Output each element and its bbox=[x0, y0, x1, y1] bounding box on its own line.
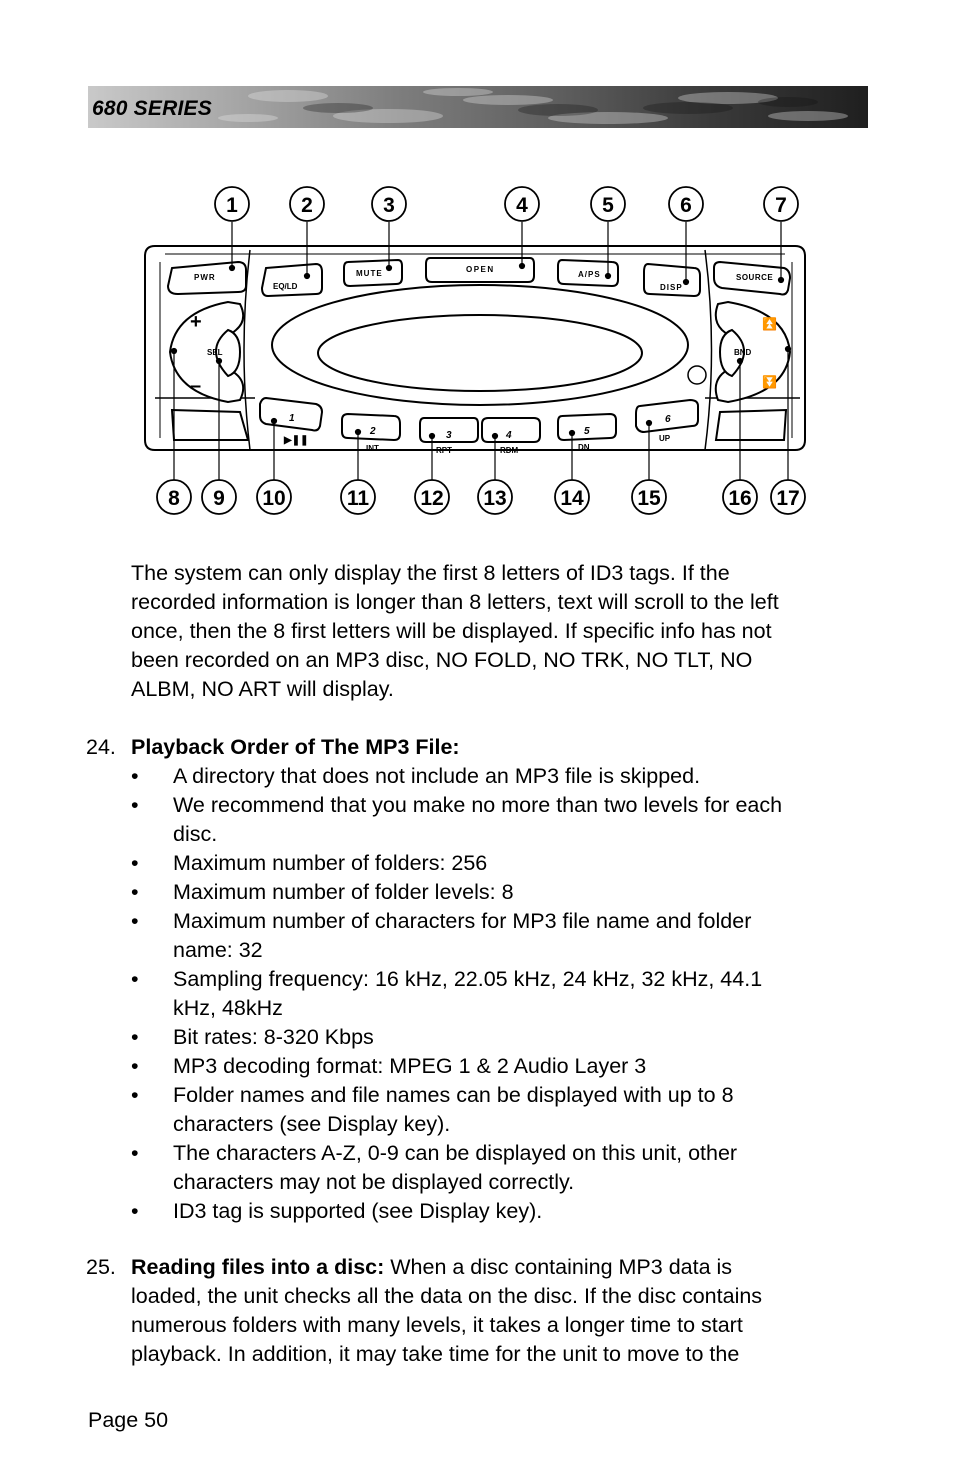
callout-12 bbox=[415, 480, 449, 514]
bullet-line: Maximum number of folders: 256 bbox=[173, 851, 488, 875]
bullet-item bbox=[131, 1023, 866, 1052]
source-button-label: SOURCE bbox=[736, 273, 774, 282]
rdm-label: RDM bbox=[500, 446, 519, 455]
bullet-line: kHz, 48kHz bbox=[173, 996, 283, 1020]
bullet-item bbox=[131, 965, 866, 1023]
svg-text:8: 8 bbox=[168, 487, 180, 510]
callout-6 bbox=[669, 187, 703, 221]
bullet-dot: • bbox=[131, 880, 139, 904]
preset-6-button[interactable] bbox=[636, 400, 698, 443]
bullet-dot: • bbox=[131, 1141, 139, 1165]
svg-text:16: 16 bbox=[728, 487, 752, 510]
seek-down-icon: ⏬ bbox=[762, 375, 777, 389]
bullet-line: MP3 decoding format: MPEG 1 & 2 Audio Layer 3 bbox=[173, 1054, 647, 1078]
callout-14 bbox=[555, 480, 589, 514]
bullet-item bbox=[131, 762, 866, 791]
svg-text:10: 10 bbox=[262, 487, 286, 510]
seek-up-icon: ⏫ bbox=[762, 317, 777, 331]
up-label: UP bbox=[659, 434, 671, 443]
callout-7 bbox=[764, 187, 798, 221]
item-25-line: loaded, the unit checks all the data on the disc. If the disc contains bbox=[131, 1284, 763, 1308]
bullet-line: name: 32 bbox=[173, 938, 263, 962]
sel-button-label: SEL bbox=[207, 348, 223, 357]
volume-plus-label: + bbox=[190, 311, 202, 333]
callout-8 bbox=[157, 480, 191, 514]
int-label: INT bbox=[366, 444, 379, 453]
intro-line: The system can only display the first 8 letters of ID3 tags. If the bbox=[131, 561, 730, 585]
svg-text:6: 6 bbox=[680, 194, 692, 217]
svg-text:3: 3 bbox=[383, 194, 395, 217]
callout-4 bbox=[505, 187, 539, 221]
bullet-item bbox=[131, 1081, 866, 1139]
item-25-body bbox=[131, 1282, 866, 1369]
bullet-dot: • bbox=[131, 1054, 139, 1078]
bullet-line: A directory that does not include an MP3 file is skipped. bbox=[173, 764, 701, 788]
item-25-number: 25. bbox=[86, 1255, 116, 1279]
item-25-line: numerous folders with many levels, it takes a longer time to start bbox=[131, 1313, 743, 1337]
item-24-bullet-list bbox=[131, 762, 866, 1226]
open-button-label: OPEN bbox=[466, 265, 495, 274]
bnd-button-label: BND bbox=[734, 348, 752, 357]
preset-5-label: 5 bbox=[584, 426, 590, 437]
bullet-line: ID3 tag is supported (see Display key). bbox=[173, 1199, 543, 1223]
bullet-line: characters (see Display key). bbox=[173, 1112, 451, 1136]
callout-5 bbox=[591, 187, 625, 221]
bullet-dot: • bbox=[131, 851, 139, 875]
item-25-first-line: When a disc containing MP3 data is bbox=[384, 1255, 733, 1279]
bullet-line: Folder names and file names can be displayed with up to 8 bbox=[173, 1083, 734, 1107]
svg-text:7: 7 bbox=[775, 194, 787, 217]
svg-text:13: 13 bbox=[483, 487, 507, 510]
callout-3 bbox=[372, 187, 406, 221]
item-24-number: 24. bbox=[86, 735, 116, 759]
bullet-dot: • bbox=[131, 793, 139, 817]
bullet-dot: • bbox=[131, 1083, 139, 1107]
intro-line: been recorded on an MP3 disc, NO FOLD, NO TRK, NO TLT, NO bbox=[131, 648, 753, 672]
svg-text:2: 2 bbox=[301, 194, 313, 217]
preset-5-button[interactable] bbox=[558, 414, 616, 452]
preset-2-label: 2 bbox=[370, 426, 376, 437]
series-title: 680 SERIES bbox=[92, 97, 212, 120]
bullet-dot: • bbox=[131, 967, 139, 991]
bullet-item bbox=[131, 1197, 866, 1226]
preset-6-label: 6 bbox=[665, 414, 671, 425]
bullet-dot: • bbox=[131, 1025, 139, 1049]
callout-13 bbox=[478, 480, 512, 514]
bullet-dot: • bbox=[131, 764, 139, 788]
eq-ld-button-label: EQ/LD bbox=[273, 282, 298, 291]
bullet-item bbox=[131, 1052, 866, 1081]
bullet-line: characters may not be displayed correctly. bbox=[173, 1170, 575, 1194]
mute-button[interactable] bbox=[344, 260, 402, 286]
svg-text:12: 12 bbox=[420, 487, 444, 510]
dn-label: DN bbox=[578, 443, 590, 452]
page-number: Page 50 bbox=[88, 1408, 169, 1432]
bullet-line: Bit rates: 8-320 Kbps bbox=[173, 1025, 374, 1049]
svg-text:14: 14 bbox=[560, 487, 584, 510]
aps-button-label: A/PS bbox=[578, 270, 601, 279]
eq-ld-button[interactable] bbox=[262, 264, 322, 296]
open-button[interactable] bbox=[426, 258, 534, 282]
right-slot bbox=[716, 410, 786, 440]
callout-10 bbox=[257, 480, 291, 514]
callout-16 bbox=[723, 480, 757, 514]
preset-3-label: 3 bbox=[446, 430, 452, 441]
mute-button-label: MUTE bbox=[356, 269, 383, 278]
intro-line: ALBM, NO ART will display. bbox=[131, 677, 394, 701]
play-pause-icon: ▶❚❚ bbox=[284, 435, 309, 446]
svg-text:9: 9 bbox=[213, 487, 225, 510]
callout-9 bbox=[202, 480, 236, 514]
bullet-line: The characters A-Z, 0-9 can be displayed on this unit, other bbox=[173, 1141, 738, 1165]
volume-minus-label: – bbox=[190, 375, 202, 397]
bullet-line: We recommend that you make no more than two levels for each bbox=[173, 793, 783, 817]
callout-11 bbox=[341, 480, 375, 514]
faceplate-diagram bbox=[0, 0, 954, 540]
bullet-dot: • bbox=[131, 1199, 139, 1223]
intro-paragraph bbox=[131, 559, 866, 704]
bullet-item bbox=[131, 849, 866, 878]
bullet-item bbox=[131, 1139, 866, 1197]
rpt-label: RPT bbox=[436, 446, 452, 455]
callout-1 bbox=[215, 187, 249, 221]
intro-line: recorded information is longer than 8 letters, text will scroll to the left bbox=[131, 590, 779, 614]
bullet-dot: • bbox=[131, 909, 139, 933]
item-25-title: Reading files into a disc: bbox=[131, 1255, 385, 1279]
svg-text:15: 15 bbox=[637, 487, 661, 510]
preset-1-label: 1 bbox=[289, 413, 295, 424]
pwr-button-label: PWR bbox=[194, 273, 216, 282]
bullet-item bbox=[131, 907, 866, 965]
callout-2 bbox=[290, 187, 324, 221]
display-window bbox=[318, 315, 642, 391]
bullet-line: Maximum number of folder levels: 8 bbox=[173, 880, 514, 904]
preset-4-label: 4 bbox=[506, 430, 512, 441]
svg-text:11: 11 bbox=[346, 487, 370, 510]
bullet-line: Sampling frequency: 16 kHz, 22.05 kHz, 24 kHz, 32 kHz, 44.1 bbox=[173, 967, 763, 991]
callout-15 bbox=[632, 480, 666, 514]
intro-line: once, then the 8 first letters will be displayed. If specific info has not bbox=[131, 619, 772, 643]
bullet-line: Maximum number of characters for MP3 file name and folder bbox=[173, 909, 752, 933]
svg-text:1: 1 bbox=[226, 194, 238, 217]
display-window-outer bbox=[272, 285, 688, 405]
bullet-line: disc. bbox=[173, 822, 218, 846]
ir-sensor bbox=[688, 366, 706, 384]
item-24-title: Playback Order of The MP3 File: bbox=[131, 735, 460, 759]
disp-button-label: DISP bbox=[660, 283, 683, 292]
svg-text:4: 4 bbox=[516, 194, 528, 217]
preset-2-button[interactable] bbox=[342, 414, 400, 453]
item-25-line: playback. In addition, it may take time for the unit to move to the bbox=[131, 1342, 740, 1366]
disp-button[interactable] bbox=[644, 264, 700, 296]
svg-text:17: 17 bbox=[776, 487, 800, 510]
preset-1-button[interactable] bbox=[260, 398, 322, 446]
aps-button[interactable] bbox=[558, 260, 618, 286]
svg-text:5: 5 bbox=[602, 194, 614, 217]
callout-17 bbox=[771, 480, 805, 514]
bullet-item bbox=[131, 878, 866, 907]
bullet-item bbox=[131, 791, 866, 849]
left-slot bbox=[172, 410, 248, 440]
